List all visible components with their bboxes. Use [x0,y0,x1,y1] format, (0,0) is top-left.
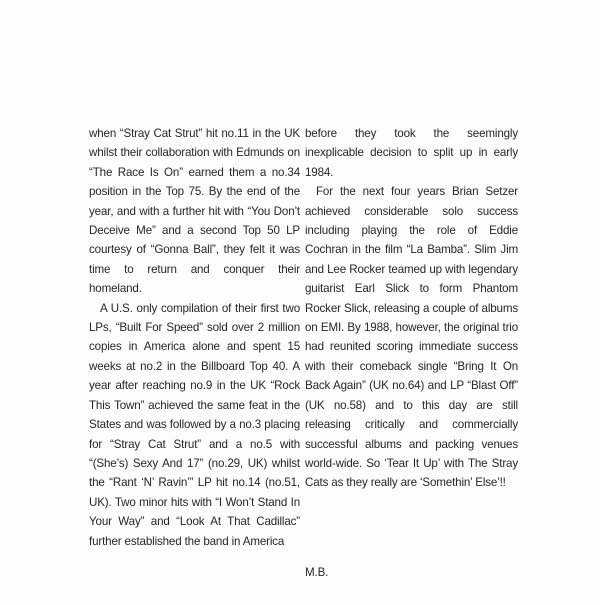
left-text-column [89,124,300,551]
paragraph: For the next four years Brian Setzer achieved considerable solo success including playing the role of Eddie Cochran in the film “La Bamba”. Slim Jim and Lee Rocker teamed up with legendary guitarist Earl Slick to form Phantom Rocker Slick, releasing a couple of albums on EMI. By 1988, however, the original trio had reunited scoring immediate success with their comeback single “Bring It On Back Again” (UK no.64) and LP “Blast Off” (UK no.58) and to this day are still releasing critically and commercially successful albums and packing venues world-wide. So ‘Tear It Up’ with The Stray Cats as they really are ‘Somethin’ Else’!! [305,185,518,490]
author-signature: M.B. [305,565,329,579]
right-text-column [305,124,518,582]
paragraph: before they took the seemingly inexplicable decision to split up in early 1984. [305,127,518,179]
paragraph: A U.S. only compilation of their first two LPs, “Built For Speed” sold over 2 million copies in America alone and spent 15 weeks at no.2 in the Billboard Top 40. A year after reaching no.9 in the UK “Rock This Town” achieved the same feat in the States and was followed by a no.3 placing for “Stray Cat Strut” and a no.5 with “(She’s) Sexy And 17” (no.29, UK) whilst the “Rant ‘N’ Ravin’” LP hit no.14 (no.51, UK). Two minor hits with “I Won’t Stand In Your Way” and “Look At That Cadillac” further established the band in America [89,301,300,548]
paragraph: when “Stray Cat Strut” hit no.11 in the UK whilst their collaboration with Edmunds on “The Race Is On” earned them a no.34 position in the Top 75. By the end of the year, and with a further hit with “You Don’t Deceive Me” and a second Top 50 LP courtesy of “Gonna Ball”, they felt it was time to return and conquer their homeland. [89,127,300,296]
